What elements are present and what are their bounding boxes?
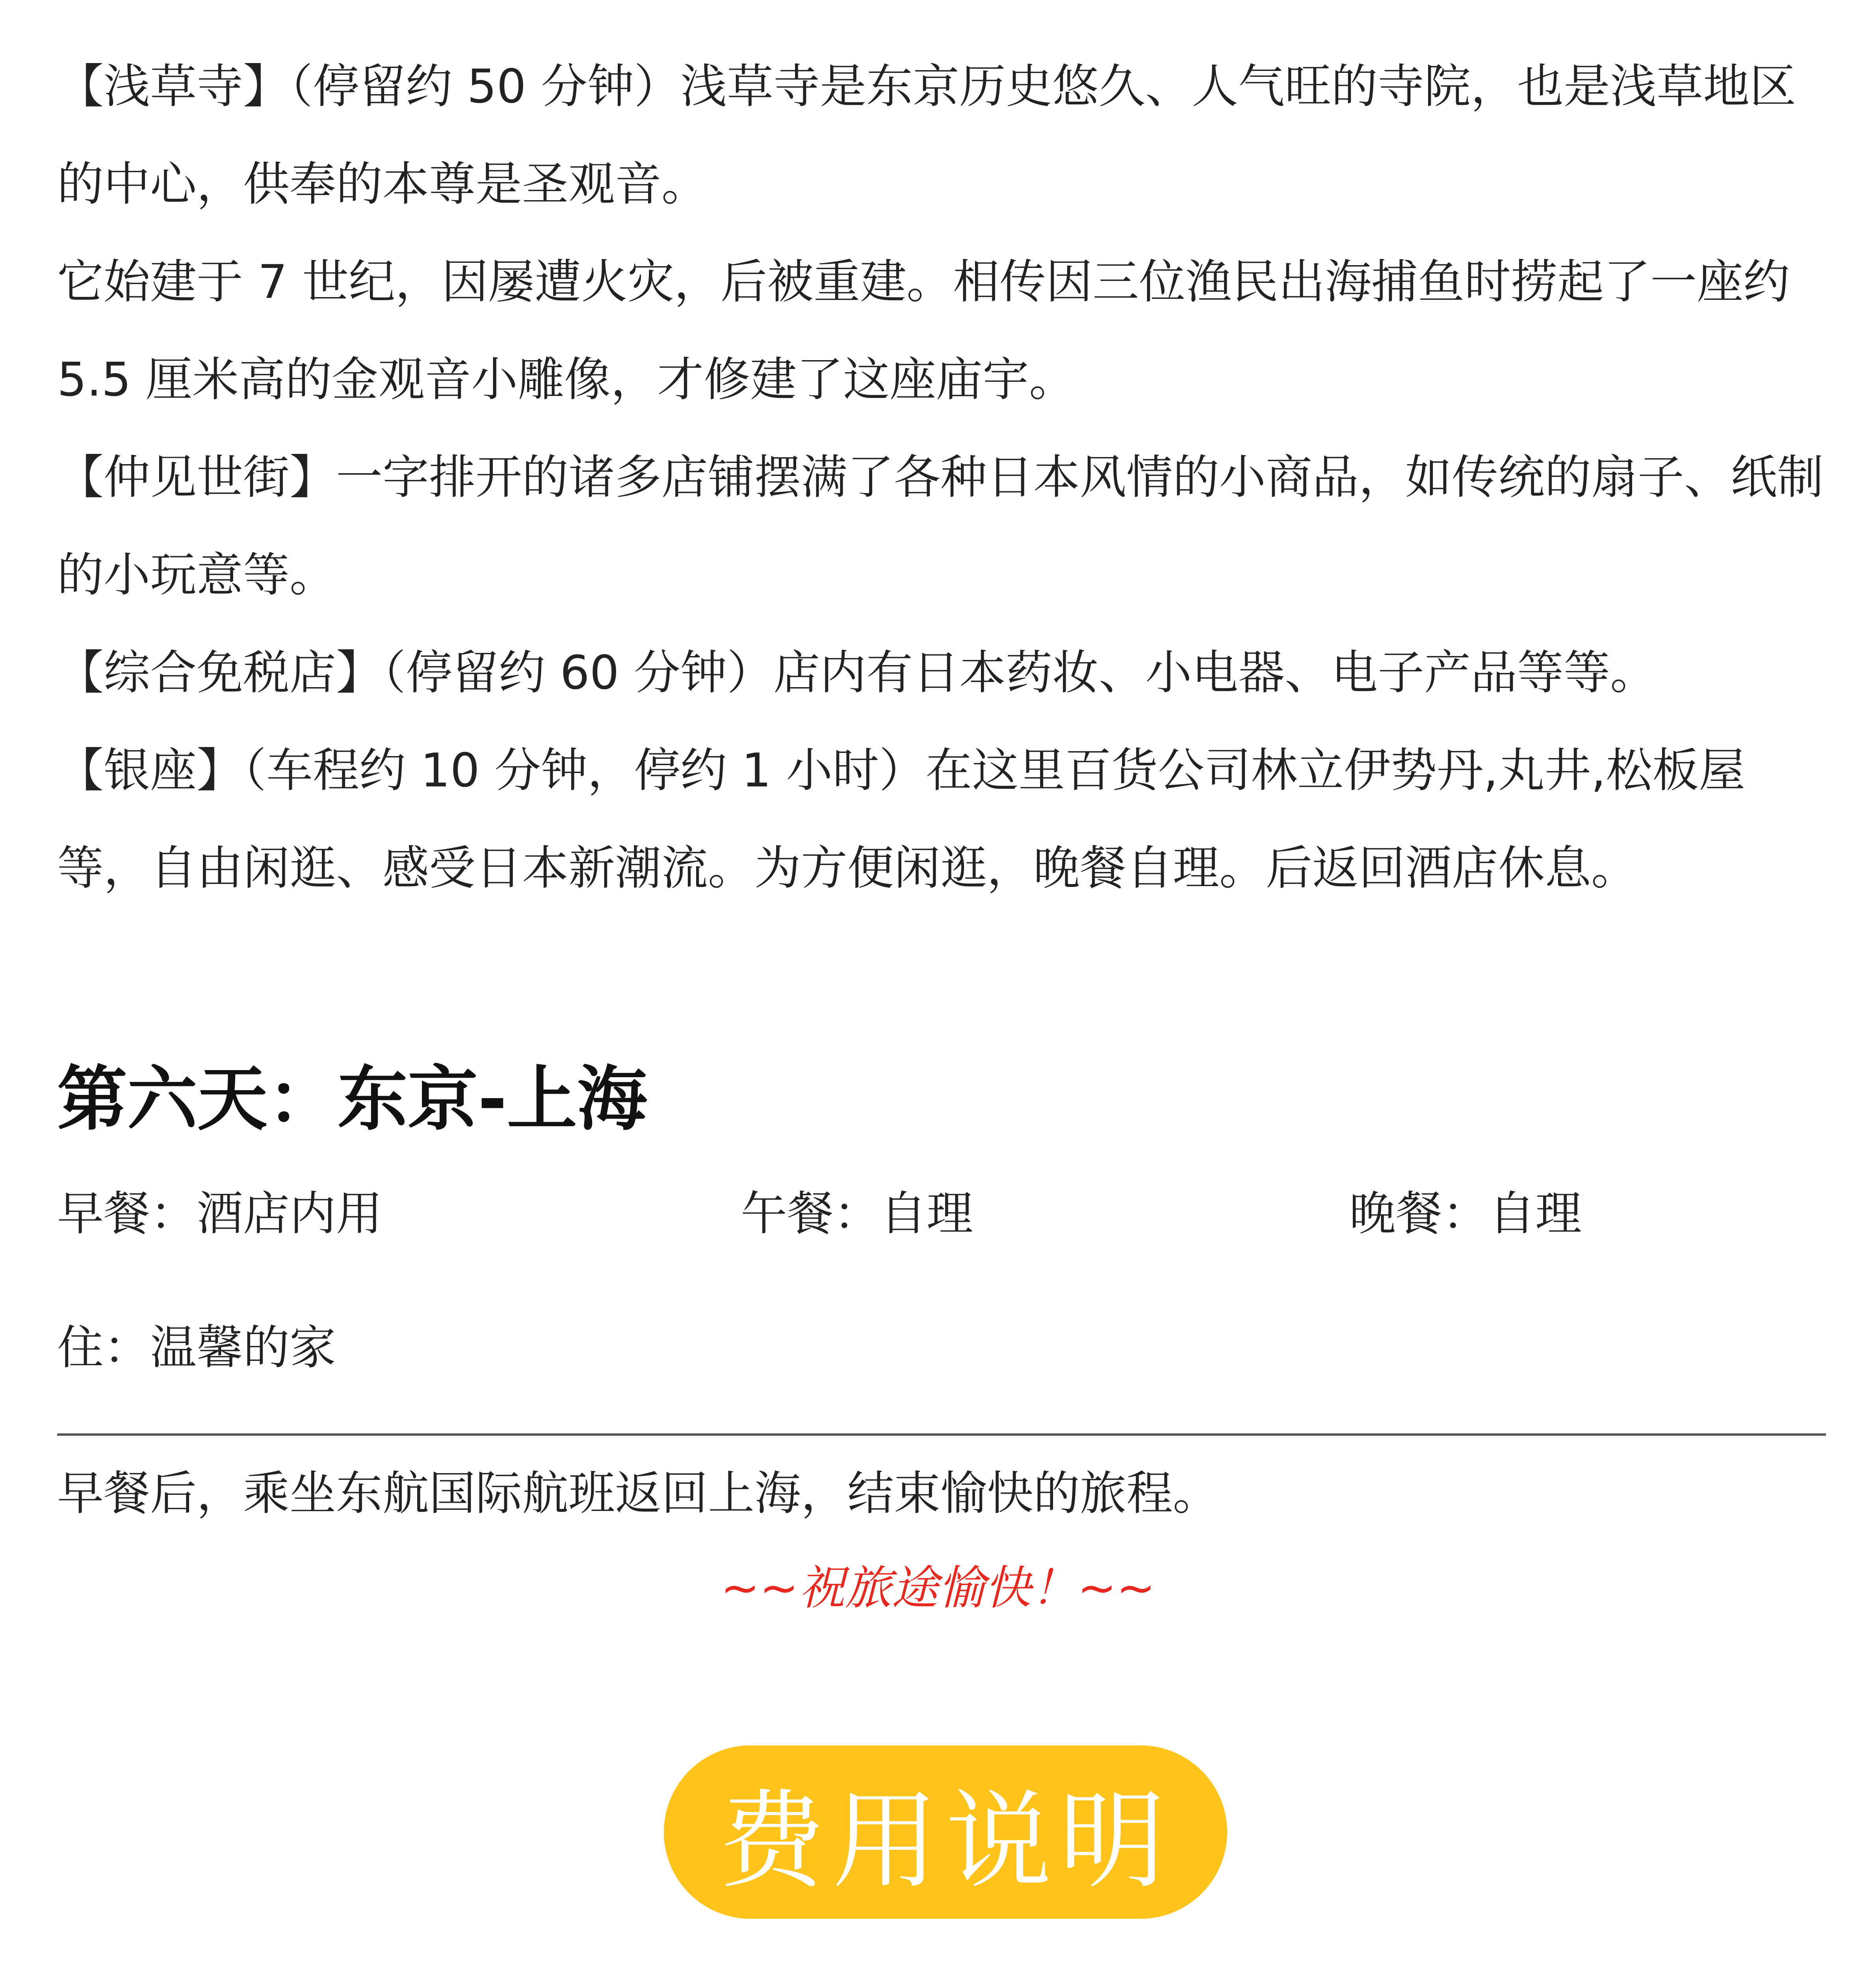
section-badge [664, 1745, 1227, 1919]
day-description: 早餐后，乘坐东航国际航班返回上海，结束愉快的旅程。 [57, 1466, 1220, 1520]
paragraph-sensoji-history: 它始建于 7 世纪，因屡遭火灾，后被重建。相传因三位渔民出海捕鱼时捞起了一座约 5.5 厘米高的金观音小雕像，才修建了这座庙宇。 [57, 255, 1790, 407]
meal-dinner: 晚餐：自理 [1349, 1186, 1582, 1241]
paragraph-duty-free: 【综合免税店】（停留约 60 分钟）店内有日本药妆、小电器、电子产品等等。 [57, 645, 1657, 700]
meal-lunch: 午餐：自理 [741, 1186, 973, 1241]
paragraph-ginza: 【银座】（车程约 10 分钟，停约 1 小时）在这里百货公司林立伊势丹,丸井,松板屋等，自由闲逛、感受日本新潮流。为方便闲逛，晚餐自理。后返回酒店休息。 [57, 743, 1746, 895]
farewell-wish: ~~祝旅途愉快！~~ [721, 1561, 1155, 1615]
day-title: 第六天：东京-上海 [57, 1058, 647, 1140]
paragraph-nakamise: 【仲见世街】一字排开的诸多店铺摆满了各种日本风情的小商品，如传统的扇子、纸制的小玩意等。 [57, 450, 1824, 602]
accommodation: 住：温馨的家 [57, 1320, 336, 1375]
itinerary-text [57, 37, 1826, 917]
section-badge-label: 费用说明 [719, 1779, 1172, 1903]
divider [57, 1433, 1826, 1436]
paragraph-sensoji: 【浅草寺】（停留约 50 分钟）浅草寺是东京历史悠久、人气旺的寺院，也是浅草地区的中心，供奉的本尊是圣观音。 [57, 59, 1796, 211]
meal-breakfast: 早餐：酒店内用 [57, 1186, 383, 1241]
